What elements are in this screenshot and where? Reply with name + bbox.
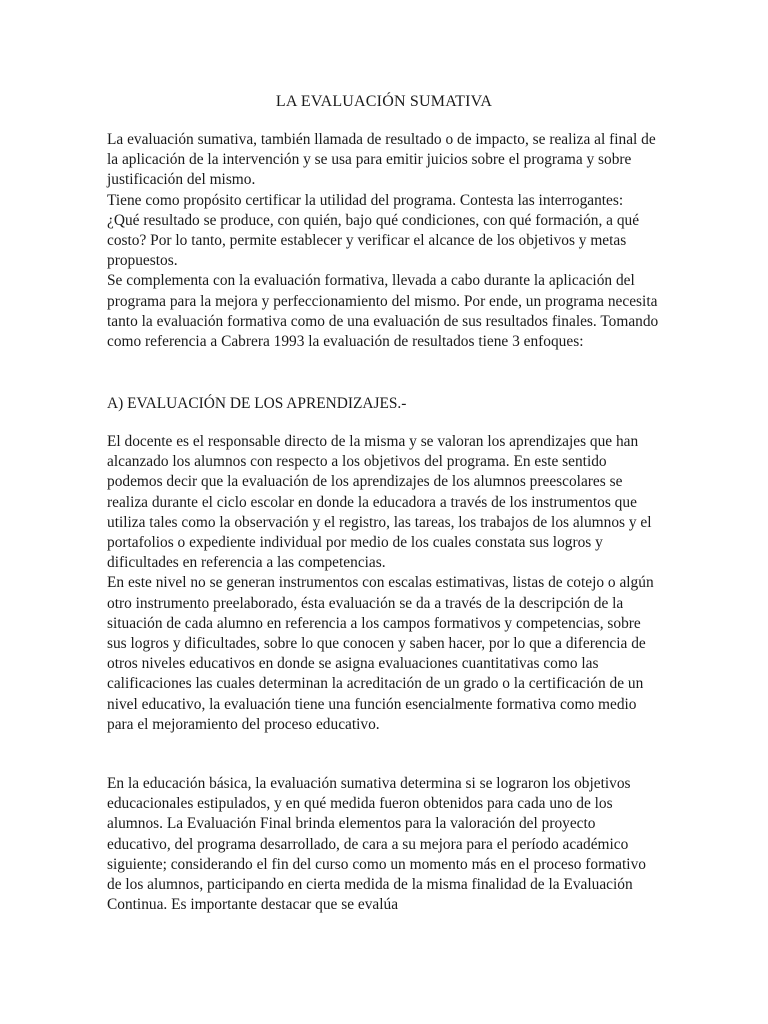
docente-paragraph-2: En este nivel no se generan instrumentos con escalas estimativas, listas de cotejo o algún otro instrumento preelaborado, ésta evaluación se da a través de la descripción de la situación de cada alumno en referencia a los campos formativos y competencias, sobre sus logros y dificultades, sobre lo que conocen y saben hacer, por lo que a diferencia de otros niveles educativos en donde se asigna evaluaciones cuantitativas como las calificaciones las cuales determinan la acreditación de un grado o la certificación de un nivel educativo, la evaluación tiene una función esencialmente formativa como medio para el mejoramiento del proceso educativo. [107,574,654,733]
basica-paragraph: En la educación básica, la evaluación sumativa determina si se lograron los objetivos educacionales estipulados, y en qué medida fueron obtenidos para cada uno de los alumnos. La Evaluación Final brinda elementos para la valoración del proyecto educativo, del programa desarrollado, de cara a su mejora para el período académico siguiente; considerando el fin del curso como un momento más en el proceso formativo de los alumnos, participando en cierta medida de la misma finalidad de la Evaluación Continua. Es importante destacar que se evalúa [107,775,646,914]
docente-section [107,432,659,735]
intro-paragraph-3: Se complementa con la evaluación formativa, llevada a cabo durante la aplicación del programa para la mejora y perfeccionamiento del mismo. Por ende, un programa necesita tanto la evaluación formativa como de una evaluación de sus resultados finales. Tomando como referencia a Cabrera 1993 la evaluación de resultados tiene 3 enfoques: [107,272,659,351]
docente-paragraph-1: El docente es el responsable directo de la misma y se valoran los aprendizajes que han alcanzado los alumnos con respecto a los objetivos del programa. En este sentido podemos decir que la evaluación de los aprendizajes de los alumnos preescolares se realiza durante el ciclo escolar en donde la educadora a través de los instrumentos que utiliza tales como la observación y el registro, las tareas, los trabajos de los alumnos y el portafolios o expediente individual por medio de los cuales constata sus logros y dificultades en referencia a las competencias. [107,433,652,572]
intro-paragraph-1: La evaluación sumativa, también llamada de resultado o de impacto, se realiza al final de la aplicación de la intervención y se usa para emitir juicios sobre el programa y sobre justificación del mismo. [107,131,656,189]
intro-section [107,130,659,352]
document-title: LA EVALUACIÓN SUMATIVA [275,93,493,110]
intro-paragraph-2: Tiene como propósito certificar la utilidad del programa. Contesta las interrogantes: ¿Qué resultado se produce, con quién, bajo qué condiciones, con qué formación, a qué costo? Por lo tanto, permite establecer y verificar el alcance de los objetivos y metas propuestos. [107,191,640,270]
section-a-heading: A) EVALUACIÓN DE LOS APRENDIZAJES.- [107,395,407,412]
basica-section [107,774,659,915]
